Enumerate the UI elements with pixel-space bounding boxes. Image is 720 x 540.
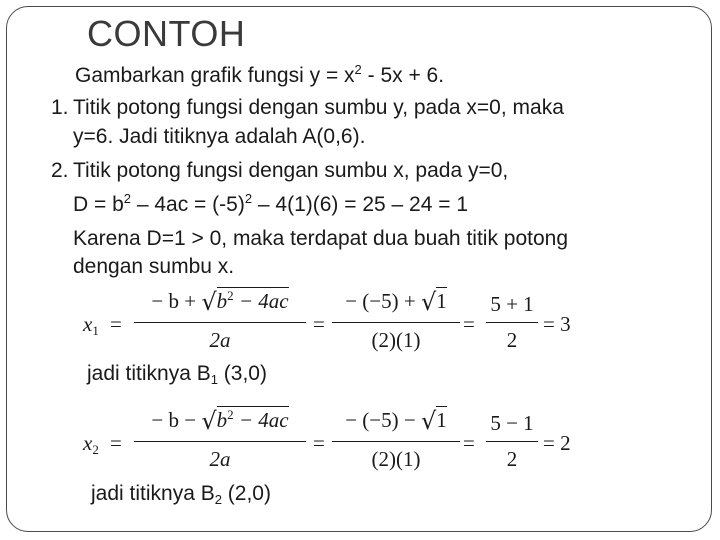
equation-x2-fraction-2: − (−5) − √1 (2)(1) xyxy=(332,403,460,473)
equation-x2-lhs: $x_2$ xyxy=(83,431,99,457)
equation-x1-fraction-2: − (−5) + √1 (2)(1) xyxy=(332,284,460,354)
equation-x2-fraction-3: 5 − 1 2 xyxy=(486,403,538,473)
item-2-line-3: Karena D=1 > 0, maka terdapat dua buah titik potong xyxy=(73,227,569,250)
equation-x1-result: 3 xyxy=(560,312,571,336)
result-b1: jadi titiknya $B_1$ (3,0) xyxy=(87,362,267,387)
item-2-line-1: 2. Titik potong fungsi dengan sumbu x, pada y=0, xyxy=(51,159,509,182)
equation-x1-fraction-3: 5 + 1 2 xyxy=(486,284,538,354)
equation-x2-result: 2 xyxy=(560,431,571,455)
slide-title: CONTOH xyxy=(87,13,246,54)
equation-x1-fraction-1: − $b + √b^2 - 4ac$ 2a xyxy=(134,284,306,354)
equation-x1-lhs: $x_1$ xyxy=(83,312,99,338)
item-2-line-4: dengan sumbu x. xyxy=(73,255,235,278)
item-1-line-2: y=6. Jadi titiknya adalah A(0,6). xyxy=(73,125,366,148)
discriminant-line: $D = b^2 - 4ac = (-5)^2 - 4(1)(6) = 25 - 24 = 1$ xyxy=(73,191,469,216)
result-b2: jadi titiknya $B_2$ (2,0) xyxy=(91,482,271,507)
equation-x2-fraction-1: − $b - √b^2 - 4ac$ 2a xyxy=(134,403,306,473)
intro-text: Gambarkan grafik fungsi $y = x^2 - 5x + 6$. xyxy=(75,62,445,87)
item-1-line-1: 1. Titik potong fungsi dengan sumbu y, pada x=0, maka xyxy=(51,96,564,119)
